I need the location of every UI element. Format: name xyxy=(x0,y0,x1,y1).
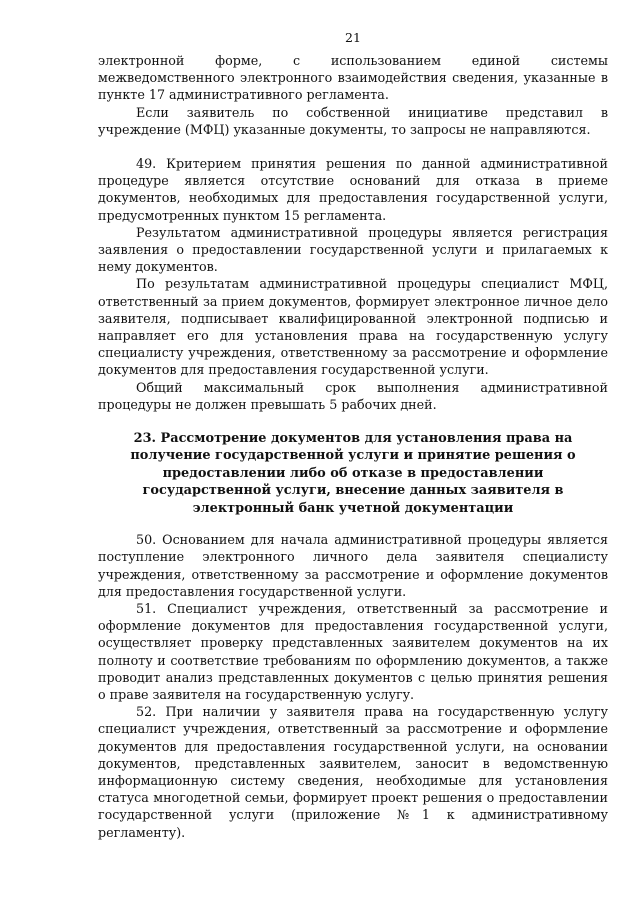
paragraph-49-criterion: 49. Критерием принятия решения по данной административной процедуре является отсутствие оснований для отказа в приеме документов, необходимых для предоставления государственной услуги, предусмотренных пунктом 15 регламента. xyxy=(98,156,608,223)
paragraph-49-result: Результатом административной процедуры является регистрация заявления о предоставлении государственной услуги и прилагаемых к нему документов. xyxy=(98,224,608,275)
spacer xyxy=(98,413,608,430)
paragraph-51: 51. Специалист учреждения, ответственный за рассмотрение и оформление документов для предоставления государственной услуги, осуществляет проверку представленных заявителем документов на их полноту и соответствие требованиям по оформлению документов, а также проводит анализ представленных документов с целью принятия решения о праве заявителя на государственную услугу. xyxy=(98,600,608,702)
paragraph-49-mfc-specialist: По результатам административной процедуры специалист МФЦ, ответственный за прием документов, формирует электронное личное дело заявителя, подписывает квалифицированной электронной подписью и направляет его для установления права на государственную услугу специалисту учреждения, ответственному за рассмотрение и оформление документов для предоставления государственной услуги. xyxy=(98,276,608,378)
paragraph-50: 50. Основанием для начала административной процедуры является поступление электронного личного дела заявителя специалисту учреждения, ответственному за рассмотрение и оформление документов для предоставления государственной услуги. xyxy=(98,532,608,599)
paragraph-self-initiative: Если заявитель по собственной инициативе представил в учреждение (МФЦ) указанные документы, то запросы не направляются. xyxy=(98,104,608,137)
section-title: 23. Рассмотрение документов для установления права на получение государственной услуги и принятие решения о предоставлении либо об отказе в предоставлении государственной услуги, внесение данных заявителя в электронный банк учетной документации xyxy=(130,431,576,516)
paragraph-continuation: электронной форме, с использованием единой системы межведомственного электронного взаимодействия сведения, указанные в пункте 17 административного регламента. xyxy=(98,53,608,103)
spacer xyxy=(98,517,608,531)
page-number: 21 xyxy=(345,30,361,45)
paragraph-49-max-term: Общий максимальный срок выполнения административной процедуры не должен превышать 5 рабочих дней. xyxy=(98,379,608,412)
paragraph-52: 52. При наличии у заявителя права на государственную услугу специалист учреждения, ответственный за рассмотрение и оформление документов для предоставления государственной услуги, на основании документов, представленных заявителем, заносит в ведомственную информационную систему сведения, необходимые для установления статуса многодетной семьи, формирует проект решения о предоставлении государственной услуги (приложение №1 к административному регламенту). xyxy=(98,704,608,840)
spacer xyxy=(98,138,608,155)
document-page xyxy=(98,30,608,841)
